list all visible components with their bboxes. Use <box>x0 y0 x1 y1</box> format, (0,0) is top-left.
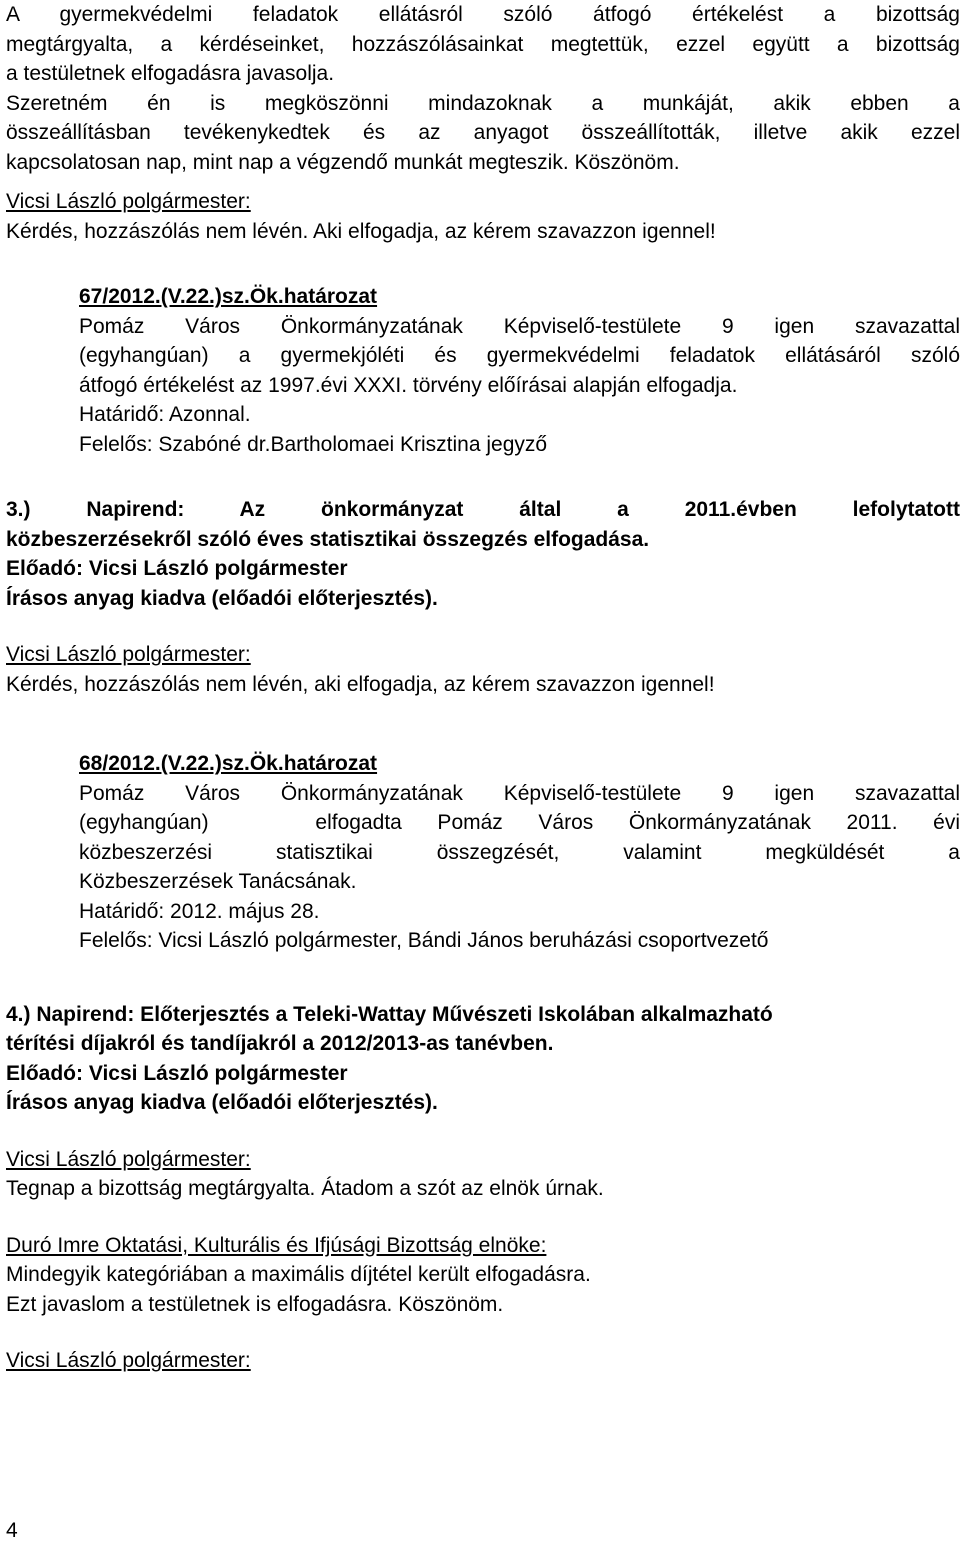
text-line: kapcsolatosan nap, mint nap a végzendő munkát megteszik. Köszönöm. <box>6 150 680 174</box>
speech-text: Ezt javaslom a testületnek is elfogadásra. Köszönöm. <box>6 1292 504 1316</box>
page-number: 4 <box>6 1519 18 1542</box>
text-line: Pomáz Város Önkormányzatának Képviselő-testülete 9 igen szavazattal <box>79 781 960 805</box>
text-line: összeállításban tevékenykedtek és az anyagot összeállították, illetve akik ezzel <box>6 121 960 144</box>
agenda-item-4 <box>6 1000 960 1118</box>
document-page <box>6 0 960 1376</box>
agenda-title: térítési díjakról és tandíjakról a 2012/2013-as tanévben. <box>6 1032 554 1055</box>
agenda-item-3 <box>6 495 960 613</box>
speaker-label: Vicsi László polgármester: <box>6 1147 251 1171</box>
text-line: Pomáz Város Önkormányzatának Képviselő-testülete 9 igen szavazattal <box>79 314 960 338</box>
speech-block <box>6 1231 960 1320</box>
text-line: közbeszerzési statisztikai összegzését, valamint megküldését a <box>79 840 960 864</box>
speech-text: Mindegyik kategóriában a maximális díjtétel került elfogadásra. <box>6 1263 591 1286</box>
responsible: Felelős: Vicsi László polgármester, Bándi János beruházási csoportvezető <box>79 929 769 952</box>
speech-text: Tegnap a bizottság megtárgyalta. Átadom a szót az elnök úrnak. <box>6 1177 604 1200</box>
text-line: A gyermekvédelmi feladatok ellátásról szóló átfogó értékelést a bizottság <box>6 3 960 26</box>
agenda-title: közbeszerzésekről szóló éves statisztikai összegzés elfogadása. <box>6 527 650 551</box>
text-line: (egyhangúan) elfogadta Pomáz Város Önkormányzatának 2011. évi <box>79 811 960 834</box>
speech-block <box>6 1145 960 1204</box>
text-line: átfogó értékelést az 1997.évi XXXI. törvény előírásai alapján elfogadja. <box>79 373 738 397</box>
resolution-68 <box>6 749 960 956</box>
speech-block <box>6 640 960 699</box>
intro-paragraph <box>6 0 960 177</box>
speech-block <box>6 187 960 246</box>
speech-block <box>6 1346 960 1376</box>
resolution-title: 67/2012.(V.22.)sz.Ök.határozat <box>79 285 378 308</box>
material-note: Írásos anyag kiadva (előadói előterjesztés). <box>6 586 438 610</box>
agenda-title: 3.) Napirend: Az önkormányzat által a 2011.évben lefolytatott <box>6 498 960 521</box>
speech-text: Kérdés, hozzászólás nem lévén, aki elfogadja, az kérem szavazzon igennel! <box>6 672 715 696</box>
resolution-67 <box>6 282 960 459</box>
speaker-label: Vicsi László polgármester: <box>6 1349 251 1372</box>
text-line: Közbeszerzések Tanácsának. <box>79 870 357 893</box>
presenter: Előadó: Vicsi László polgármester <box>6 557 348 580</box>
text-line: a testületnek elfogadásra javasolja. <box>6 62 335 85</box>
deadline: Határidő: 2012. május 28. <box>79 899 320 923</box>
speaker-label: Vicsi László polgármester: <box>6 643 251 666</box>
text-line: (egyhangúan) a gyermekjóléti és gyermekvédelmi feladatok ellátásáról szóló <box>79 344 960 367</box>
text-line: Szeretném én is megköszönni mindazoknak a munkáját, akik ebben a <box>6 91 960 115</box>
speaker-label: Duró Imre Oktatási, Kulturális és Ifjúsági Bizottság elnöke: <box>6 1233 547 1257</box>
resolution-title: 68/2012.(V.22.)sz.Ök.határozat <box>79 752 378 775</box>
material-note: Írásos anyag kiadva (előadói előterjesztés). <box>6 1091 438 1114</box>
deadline: Határidő: Azonnal. <box>79 403 251 426</box>
presenter: Előadó: Vicsi László polgármester <box>6 1061 348 1085</box>
speaker-label: Vicsi László polgármester: <box>6 190 251 213</box>
agenda-title: 4.) Napirend: Előterjesztés a Teleki-Wattay Művészeti Iskolában alkalmazható <box>6 1002 773 1026</box>
responsible: Felelős: Szabóné dr.Bartholomaei Krisztina jegyző <box>79 432 548 456</box>
text-line: megtárgyalta, a kérdéseinket, hozzászólásainkat megtettük, ezzel együtt a bizottság <box>6 32 960 56</box>
speech-text: Kérdés, hozzászólás nem lévén. Aki elfogadja, az kérem szavazzon igennel! <box>6 219 716 243</box>
